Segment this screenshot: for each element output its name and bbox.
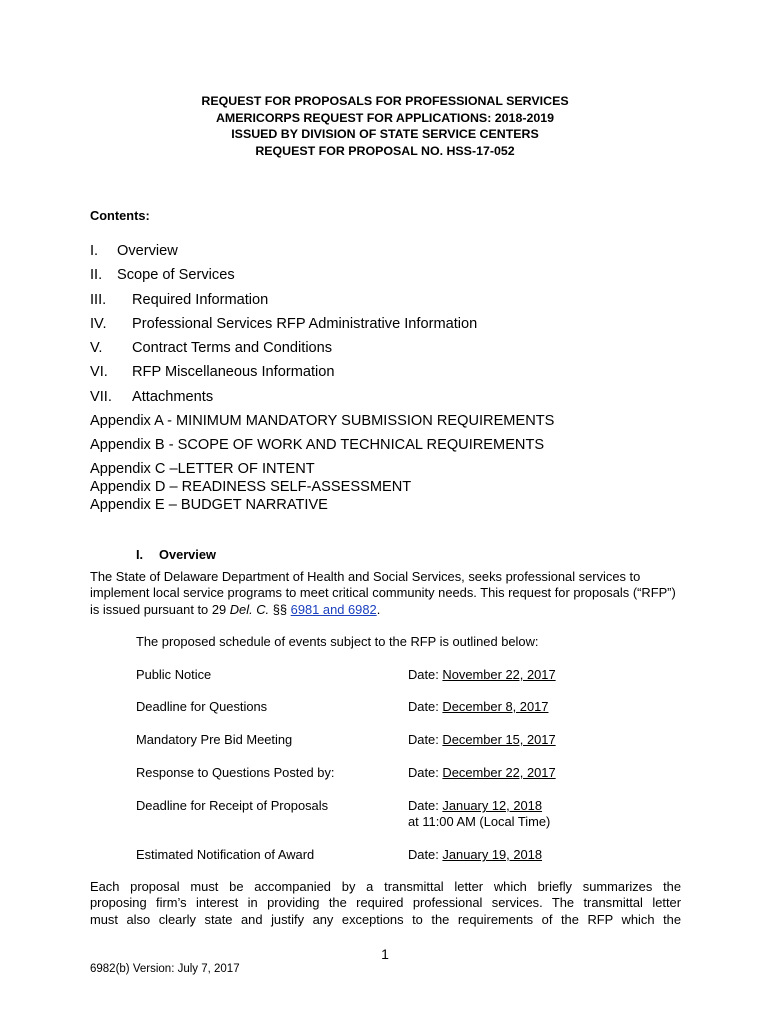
toc-number: I. xyxy=(90,243,99,259)
intro-text: The State of Delaware Department of Health and Social Services, seeks professional services to implement local service programs to meet critical community needs. This request for proposals (“RFP”) is issued pursuant to 29 xyxy=(90,569,676,617)
date-value: January 19, 2018 xyxy=(442,847,543,862)
paragraph-line: must also clearly state and justify any exceptions to the requirements of the RFP which the xyxy=(90,911,681,927)
section-symbols: §§ xyxy=(269,601,291,617)
toc-label: Overview xyxy=(117,243,178,259)
date-value: December 8, 2017 xyxy=(442,699,549,714)
toc-number: II. xyxy=(90,267,103,284)
document-title xyxy=(0,93,770,159)
toc-item-attachments xyxy=(90,387,710,411)
footer-version: 6982(b) Version: July 7, 2017 xyxy=(90,963,240,975)
appendix-e: Appendix E – BUDGET NARRATIVE xyxy=(90,496,328,513)
section-title: Overview xyxy=(159,547,216,562)
toc-number: V. xyxy=(90,340,103,357)
date-prefix: Date: xyxy=(408,798,443,813)
date-value: January 12, 2018 xyxy=(442,798,543,813)
date-value: November 22, 2017 xyxy=(442,667,556,682)
date-prefix: Date: xyxy=(408,699,443,714)
schedule-date xyxy=(408,699,548,715)
paragraph-line: proposing firm’s interest in providing the required professional services. The transmittal letter xyxy=(90,895,681,911)
date-prefix: Date: xyxy=(408,847,443,862)
page-number: 1 xyxy=(381,946,389,962)
overview-paragraph xyxy=(90,569,681,618)
contents-label: Contents: xyxy=(90,208,150,223)
appendix-c: Appendix C –LETTER OF INTENT xyxy=(90,460,315,477)
date-prefix: Date: xyxy=(408,732,443,747)
toc-label: RFP Miscellaneous Information xyxy=(132,364,335,381)
table-of-contents xyxy=(90,241,710,514)
schedule-date xyxy=(408,847,542,863)
toc-item-overview xyxy=(90,241,710,265)
schedule-date xyxy=(408,667,556,683)
schedule-event: Deadline for Questions xyxy=(136,699,268,714)
toc-number: VII. xyxy=(90,388,112,405)
schedule-event: Response to Questions Posted by: xyxy=(136,765,335,780)
title-line-2: AMERICORPS REQUEST FOR APPLICATIONS: 2018-2019 xyxy=(215,110,555,125)
toc-number: III. xyxy=(90,291,107,308)
date-value: December 22, 2017 xyxy=(442,765,556,780)
schedule-event: Estimated Notification of Award xyxy=(136,847,315,862)
toc-label: Scope of Services xyxy=(117,267,235,284)
date-note: at 11:00 AM (Local Time) xyxy=(408,814,551,829)
statute-cite: Del. C. xyxy=(229,601,270,617)
toc-label: Required Information xyxy=(132,291,269,308)
schedule-date xyxy=(408,798,550,830)
date-value: December 15, 2017 xyxy=(442,732,556,747)
appendix-b: Appendix B - SCOPE OF WORK AND TECHNICAL REQUIREMENTS xyxy=(90,437,545,454)
date-prefix: Date: xyxy=(408,765,443,780)
toc-number: IV. xyxy=(90,315,107,332)
transmittal-paragraph xyxy=(90,879,681,928)
toc-number: VI. xyxy=(90,364,108,381)
title-line-3: ISSUED BY DIVISION OF STATE SERVICE CENTERS xyxy=(231,127,539,141)
section-heading-overview xyxy=(136,547,216,562)
schedule-date xyxy=(408,765,556,781)
toc-label: Attachments xyxy=(132,388,214,405)
toc-label: Professional Services RFP Administrative Information xyxy=(132,315,478,332)
title-line-4: REQUEST FOR PROPOSAL NO. HSS-17-052 xyxy=(255,143,515,158)
schedule-intro: The proposed schedule of events subject to the RFP is outlined below: xyxy=(136,634,539,649)
paragraph-line: Each proposal must be accompanied by a transmittal letter which briefly summarizes the xyxy=(90,879,681,894)
toc-label: Contract Terms and Conditions xyxy=(132,340,333,357)
schedule-event: Mandatory Pre Bid Meeting xyxy=(136,732,293,747)
toc-item-administrative-information xyxy=(90,314,710,338)
appendix-d: Appendix D – READINESS SELF-ASSESSMENT xyxy=(90,478,412,495)
schedule-date xyxy=(408,732,556,748)
schedule-event: Deadline for Receipt of Proposals xyxy=(136,798,329,813)
toc-item-required-information xyxy=(90,290,710,314)
toc-item-contract-terms xyxy=(90,338,710,362)
title-line-1: REQUEST FOR PROPOSALS FOR PROFESSIONAL SERVICES xyxy=(201,94,569,108)
intro-period: . xyxy=(376,601,381,617)
toc-item-scope xyxy=(90,265,710,289)
toc-item-miscellaneous xyxy=(90,362,710,386)
schedule-event: Public Notice xyxy=(136,667,212,682)
appendix-a: Appendix A - MINIMUM MANDATORY SUBMISSION REQUIREMENTS xyxy=(90,413,555,430)
date-prefix: Date: xyxy=(408,667,443,682)
statute-link[interactable]: 6981 and 6982 xyxy=(290,601,377,617)
section-number: I. xyxy=(136,547,144,562)
